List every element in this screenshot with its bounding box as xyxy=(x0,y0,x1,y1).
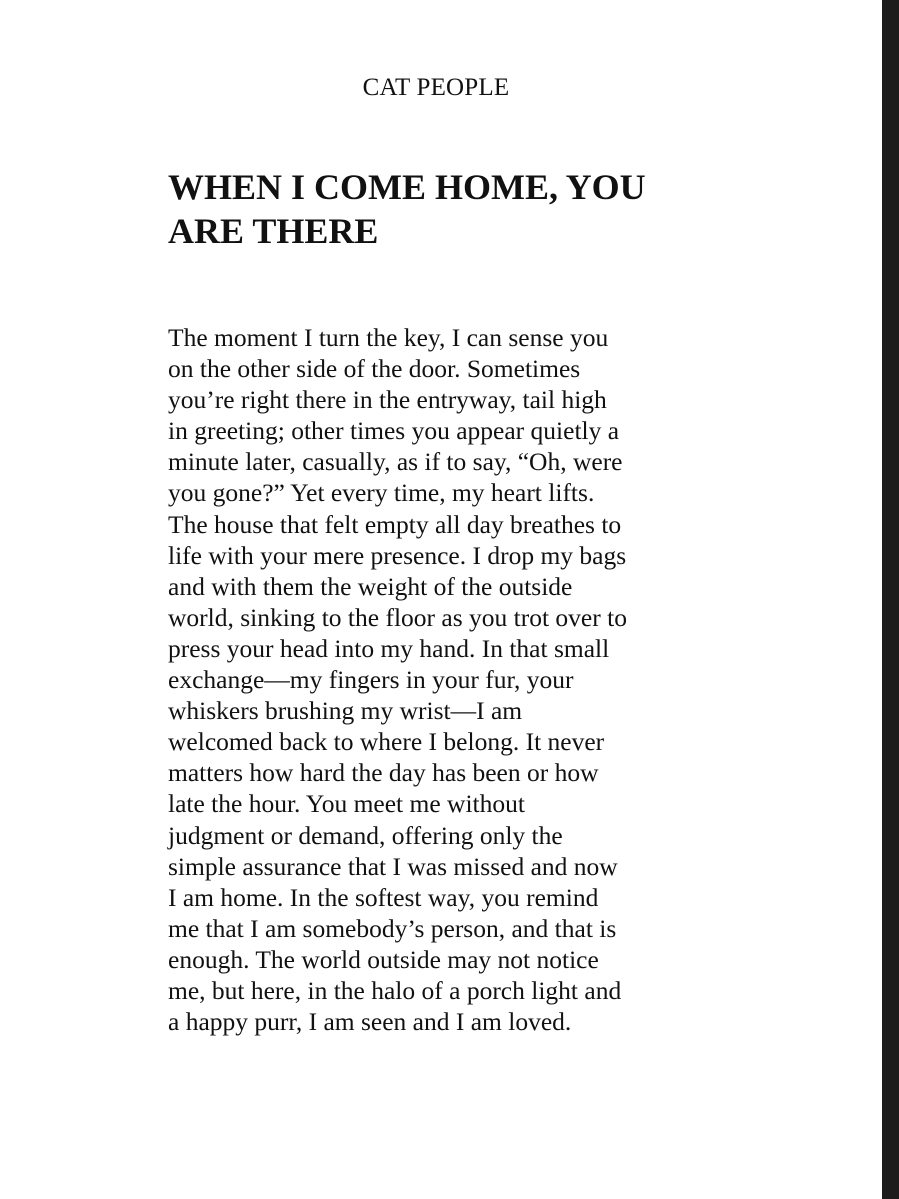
text-line: me, but here, in the halo of a porch light and xyxy=(168,975,622,1005)
text-line: in greeting; other times you appear quietly a xyxy=(168,416,620,446)
text-line: matters how hard the day has been or how xyxy=(168,758,599,788)
text-line: enough. The world outside may not notice xyxy=(168,944,599,974)
text-line: me that I am somebody’s person, and that is xyxy=(168,913,617,943)
text-line: I am home. In the softest way, you remind xyxy=(168,882,599,912)
text-line: exchange—my fingers in your fur, your xyxy=(168,665,574,695)
chapter-title-line: ARE THERE xyxy=(168,211,379,251)
body-paragraph xyxy=(168,322,728,1037)
chapter-title xyxy=(168,165,728,253)
text-line: you’re right there in the entryway, tail high xyxy=(168,385,607,415)
text-line: and with them the weight of the outside xyxy=(168,571,573,601)
text-line: The house that felt empty all day breathes to xyxy=(168,509,622,539)
text-line: late the hour. You meet me without xyxy=(168,789,525,819)
text-line: minute later, casually, as if to say, “Oh, were xyxy=(168,447,623,477)
text-line: on the other side of the door. Sometimes xyxy=(168,354,581,384)
text-line: The moment I turn the key, I can sense you xyxy=(168,323,609,352)
text-line: simple assurance that I was missed and now xyxy=(168,851,618,881)
text-line: world, sinking to the floor as you trot over to xyxy=(168,602,627,632)
chapter-title-line: WHEN I COME HOME, YOU xyxy=(168,167,646,207)
text-line: you gone?” Yet every time, my heart lifts. xyxy=(168,478,595,508)
text-line: life with your mere presence. I drop my bags xyxy=(168,540,627,570)
viewer-edge-bar xyxy=(882,0,899,1199)
text-line: welcomed back to where I belong. It never xyxy=(168,727,605,757)
text-line: press your head into my hand. In that small xyxy=(168,633,610,663)
text-line: a happy purr, I am seen and I am loved. xyxy=(168,1007,572,1037)
text-line: whiskers brushing my wrist—I am xyxy=(168,696,523,726)
text-line: judgment or demand, offering only the xyxy=(168,820,563,850)
running-head: CAT PEOPLE xyxy=(362,74,510,101)
